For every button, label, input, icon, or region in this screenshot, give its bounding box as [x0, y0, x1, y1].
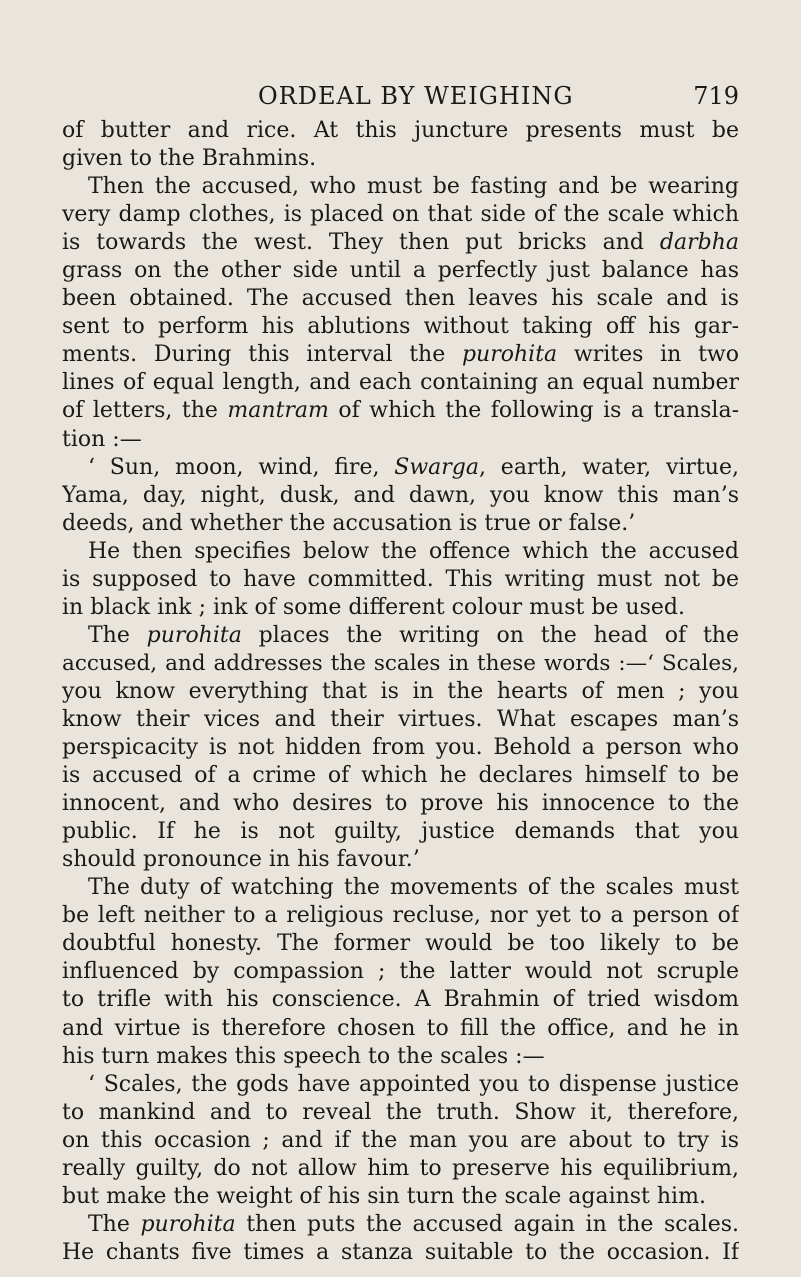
text-segment: ‘ Scales, the gods have appointed you to dispense justice	[88, 1071, 739, 1097]
text-segment: lines of equal length, and each containing an equal number	[62, 370, 739, 396]
text-line	[62, 201, 739, 229]
text-segment: you know everything that is in the hearts of men ; you	[62, 678, 739, 704]
text-segment: know their vices and their virtues. What escapes man’s	[62, 706, 739, 732]
text-line	[62, 762, 739, 790]
text-segment: very damp clothes, is placed on that side of the scale which	[62, 202, 739, 228]
text-segment: be left neither to a religious recluse, nor yet to a person of	[62, 903, 739, 929]
text-line	[62, 846, 739, 874]
text-line	[62, 482, 739, 510]
italic-term: darbha	[659, 230, 739, 256]
italic-term: purohita	[146, 622, 242, 648]
text-segment: The duty of watching the movements of the scales must	[88, 875, 739, 901]
text-line	[62, 594, 739, 622]
page-header	[0, 82, 801, 116]
text-segment: should pronounce in his favour.’	[62, 847, 420, 873]
text-line	[62, 958, 739, 986]
text-segment: doubtful honesty. The former would be too likely to be	[62, 931, 739, 957]
text-segment: of butter and rice. At this juncture presents must be	[62, 118, 739, 143]
text-segment: on this occasion ; and if the man you are about to try is	[62, 1127, 739, 1153]
text-line	[62, 426, 739, 454]
text-segment: ments. During this interval the	[62, 342, 462, 368]
text-line	[62, 145, 739, 173]
text-line	[62, 566, 739, 594]
text-line	[62, 1071, 739, 1099]
text-line	[62, 706, 739, 734]
text-line	[62, 622, 739, 650]
text-segment: of letters, the	[62, 398, 228, 424]
text-segment: He then specifies below the offence which the accused	[88, 538, 739, 564]
text-segment: but make the weight of his sin turn the scale against him.	[62, 1183, 706, 1209]
text-line	[62, 341, 739, 369]
text-line	[62, 369, 739, 397]
text-line	[62, 1127, 739, 1155]
text-segment: sent to perform his ablutions without taking off his gar-	[62, 314, 739, 340]
text-segment: innocent, and who desires to prove his innocence to the	[62, 791, 739, 817]
text-line	[62, 986, 739, 1014]
text-line	[62, 1099, 739, 1127]
text-segment: given to the Brahmins.	[62, 146, 317, 172]
text-segment: Yama, day, night, dusk, and dawn, you know this man’s	[62, 482, 739, 508]
text-line	[62, 874, 739, 902]
page-number: 719	[693, 82, 739, 110]
text-segment: , earth, water, virtue,	[479, 454, 739, 480]
text-segment: of which the following is a transla-	[328, 398, 739, 424]
text-line	[62, 1155, 739, 1183]
text-line	[62, 818, 739, 846]
text-line	[62, 1183, 739, 1211]
text-segment: in black ink ; ink of some different colour must be used.	[62, 594, 685, 620]
running-head: ORDEAL BY WEIGHING	[258, 82, 574, 110]
text-segment: The	[88, 622, 147, 648]
text-line	[62, 790, 739, 818]
italic-term: purohita	[140, 1211, 236, 1237]
text-line	[62, 173, 739, 201]
text-line	[62, 510, 739, 538]
text-line	[62, 930, 739, 958]
text-line	[62, 678, 739, 706]
text-line	[62, 313, 739, 341]
text-segment: The	[88, 1211, 141, 1237]
text-segment: perspicacity is not hidden from you. Behold a person who	[62, 735, 739, 761]
italic-term: mantram	[227, 398, 329, 424]
text-line	[62, 117, 739, 145]
text-segment: is towards the west. They then put bricks and	[62, 230, 660, 256]
text-segment: been obtained. The accused then leaves his scale and is	[62, 286, 739, 312]
text-line	[62, 538, 739, 566]
text-segment: places the writing on the head of the	[241, 622, 739, 648]
text-line	[62, 1211, 739, 1239]
text-segment: public. If he is not guilty, justice demands that you	[62, 819, 739, 845]
text-segment: He chants five times a stanza suitable to the occasion. If	[62, 1239, 739, 1265]
text-segment: to mankind and to reveal the truth. Show it, therefore,	[62, 1099, 739, 1125]
text-segment: then puts the accused again in the scales.	[235, 1211, 739, 1237]
text-line	[62, 257, 739, 285]
text-line	[62, 454, 739, 482]
text-segment: really guilty, do not allow him to preserve his equilibrium,	[62, 1155, 739, 1181]
text-line	[62, 650, 739, 678]
text-line	[62, 902, 739, 930]
text-line	[62, 734, 739, 762]
italic-term: Swarga	[394, 454, 479, 480]
text-line	[62, 229, 739, 257]
text-segment: to trifle with his conscience. A Brahmin of tried wisdom	[62, 987, 739, 1013]
text-line	[62, 1015, 739, 1043]
text-line	[62, 1239, 739, 1267]
body-text	[62, 117, 739, 1267]
text-segment: Then the accused, who must be fasting and be wearing	[88, 174, 739, 200]
text-segment: grass on the other side until a perfectly just balance has	[62, 258, 739, 284]
text-segment: tion :—	[62, 426, 142, 452]
text-segment: and virtue is therefore chosen to fill the office, and he in	[62, 1015, 739, 1041]
text-segment: ‘ Sun, moon, wind, fire,	[88, 454, 395, 480]
text-line	[62, 285, 739, 313]
text-segment: is accused of a crime of which he declares himself to be	[62, 763, 739, 789]
text-segment: his turn makes this speech to the scales :—	[62, 1043, 545, 1069]
text-segment: is supposed to have committed. This writing must not be	[62, 566, 739, 592]
text-segment: writes in two	[557, 342, 739, 368]
italic-term: purohita	[461, 342, 558, 368]
text-line	[62, 397, 739, 425]
text-segment: deeds, and whether the accusation is true or false.’	[62, 510, 636, 536]
text-segment: accused, and addresses the scales in these words :—‘ Scales,	[62, 650, 739, 676]
text-line	[62, 1043, 739, 1071]
text-segment: influenced by compassion ; the latter would not scruple	[62, 959, 739, 985]
